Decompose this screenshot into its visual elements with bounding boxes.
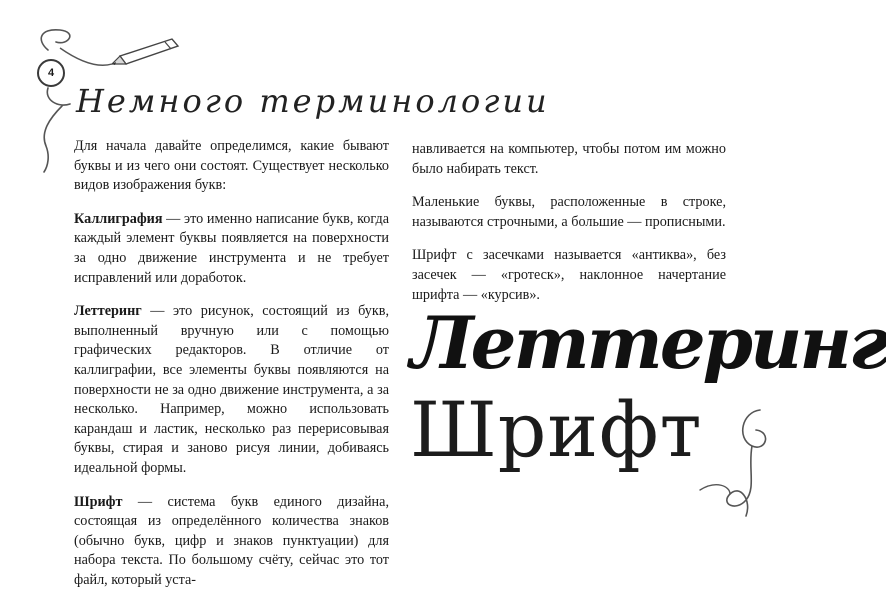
calligraphy-definition: — это именно написание букв, когда каждый элемент буквы появляется на поверхности за одно движение инструмента и не требует исправлений или доработок. [74, 210, 389, 286]
font-paragraph [74, 493, 389, 591]
right-column [412, 140, 726, 319]
page-number: 4 [37, 59, 65, 87]
calligraphy-term: Каллиграфия [74, 210, 163, 227]
left-column [74, 137, 389, 604]
font-term: Шрифт [74, 493, 123, 510]
lettering-definition: — это рисунок, состоящий из букв, выполненный вручную или с помощью графических редакторов. В отличие от каллиграфии, все элементы буквы появляются на поверхности не за одно движение инструмента, а за несколько. Например, можно использовать карандаш и ластик, несколько раз перерисовывая буквы, стирая и заново рисуя линии, добиваясь идеальной формы. [74, 303, 389, 476]
intro-paragraph: Для начала давайте определимся, какие бывают буквы и из чего они состоят. Существует несколько видов изображения букв: [74, 138, 389, 194]
calligraphy-paragraph [74, 210, 389, 288]
pencil-icon [60, 39, 178, 65]
serif-note-paragraph: Шрифт с засечками называется «антиква», без засечек — «гротеск», наклонное начертание шрифта — «курсив». [412, 247, 726, 303]
swirl-ornament [700, 410, 766, 516]
font-definition: — система букв единого дизайна, состоящая из определённого количества знаков (обычно букв, цифр и знаков пунктуации) для набора текста. По большому счёту, сейчас это тот файл, который уста- [74, 493, 389, 588]
lettering-term: Леттеринг [74, 303, 142, 320]
font-illustration: Шрифт [410, 385, 703, 474]
continuation-paragraph: навливается на компьютер, чтобы потом им можно было набирать текст. [412, 141, 726, 177]
lettering-illustration: Леттеринг [410, 300, 886, 385]
lettering-paragraph [74, 302, 389, 478]
page-title: Немного терминологии [76, 82, 550, 120]
case-note-paragraph: Маленькие буквы, расположенные в строке, называются строчными, а большие — прописными. [412, 194, 726, 230]
